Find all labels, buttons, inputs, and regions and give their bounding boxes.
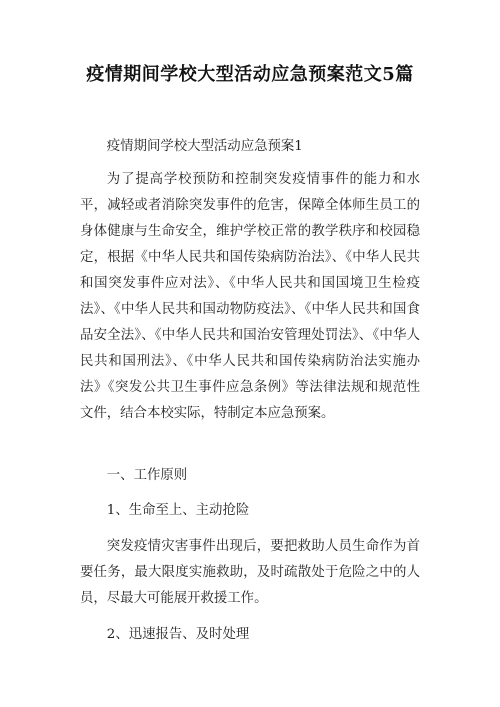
section-heading-work-principles: 一、工作原则	[106, 468, 188, 483]
item-heading-report-quickly: 2、迅速报告、及时处理	[106, 627, 250, 642]
intro-paragraph: 为了提高学校预防和控制突发疫情事件的能力和水平，减轻或者消除突发事件的危害，保障全体师生员工的身体健康与生命安全，维护学校正常的教学秩序和校园稳定，根据《中华人民共和国传染病防治法》、《中华人民共和国突发事件应对法》、《中华人民共和国国境卫生检疫法》、《中华人民共和国动物防疫法》、《中华人民共和国食品安全法》、《中华人民共和国治安管理处罚法》、《中华人民共和国刑法》、《中华人民共和国传染病防治法实施办法》《突发公共卫生事件应急条例》等法律法规和规范性文件，结合本校实际，特制定本应急预案。	[80, 172, 420, 421]
document-title: 疫情期间学校大型活动应急预案范文5篇	[86, 64, 414, 85]
item-paragraph-life-first: 突发疫情灾害事件出现后，要把救助人员生命作为首要任务，最大限度实施救助，及时疏散处于危险之中的人员，尽最大可能展开救援工作。	[80, 539, 420, 606]
plan-subtitle: 疫情期间学校大型活动应急预案1	[106, 139, 303, 154]
item-heading-life-first: 1、生命至上、主动抢险	[106, 503, 250, 518]
